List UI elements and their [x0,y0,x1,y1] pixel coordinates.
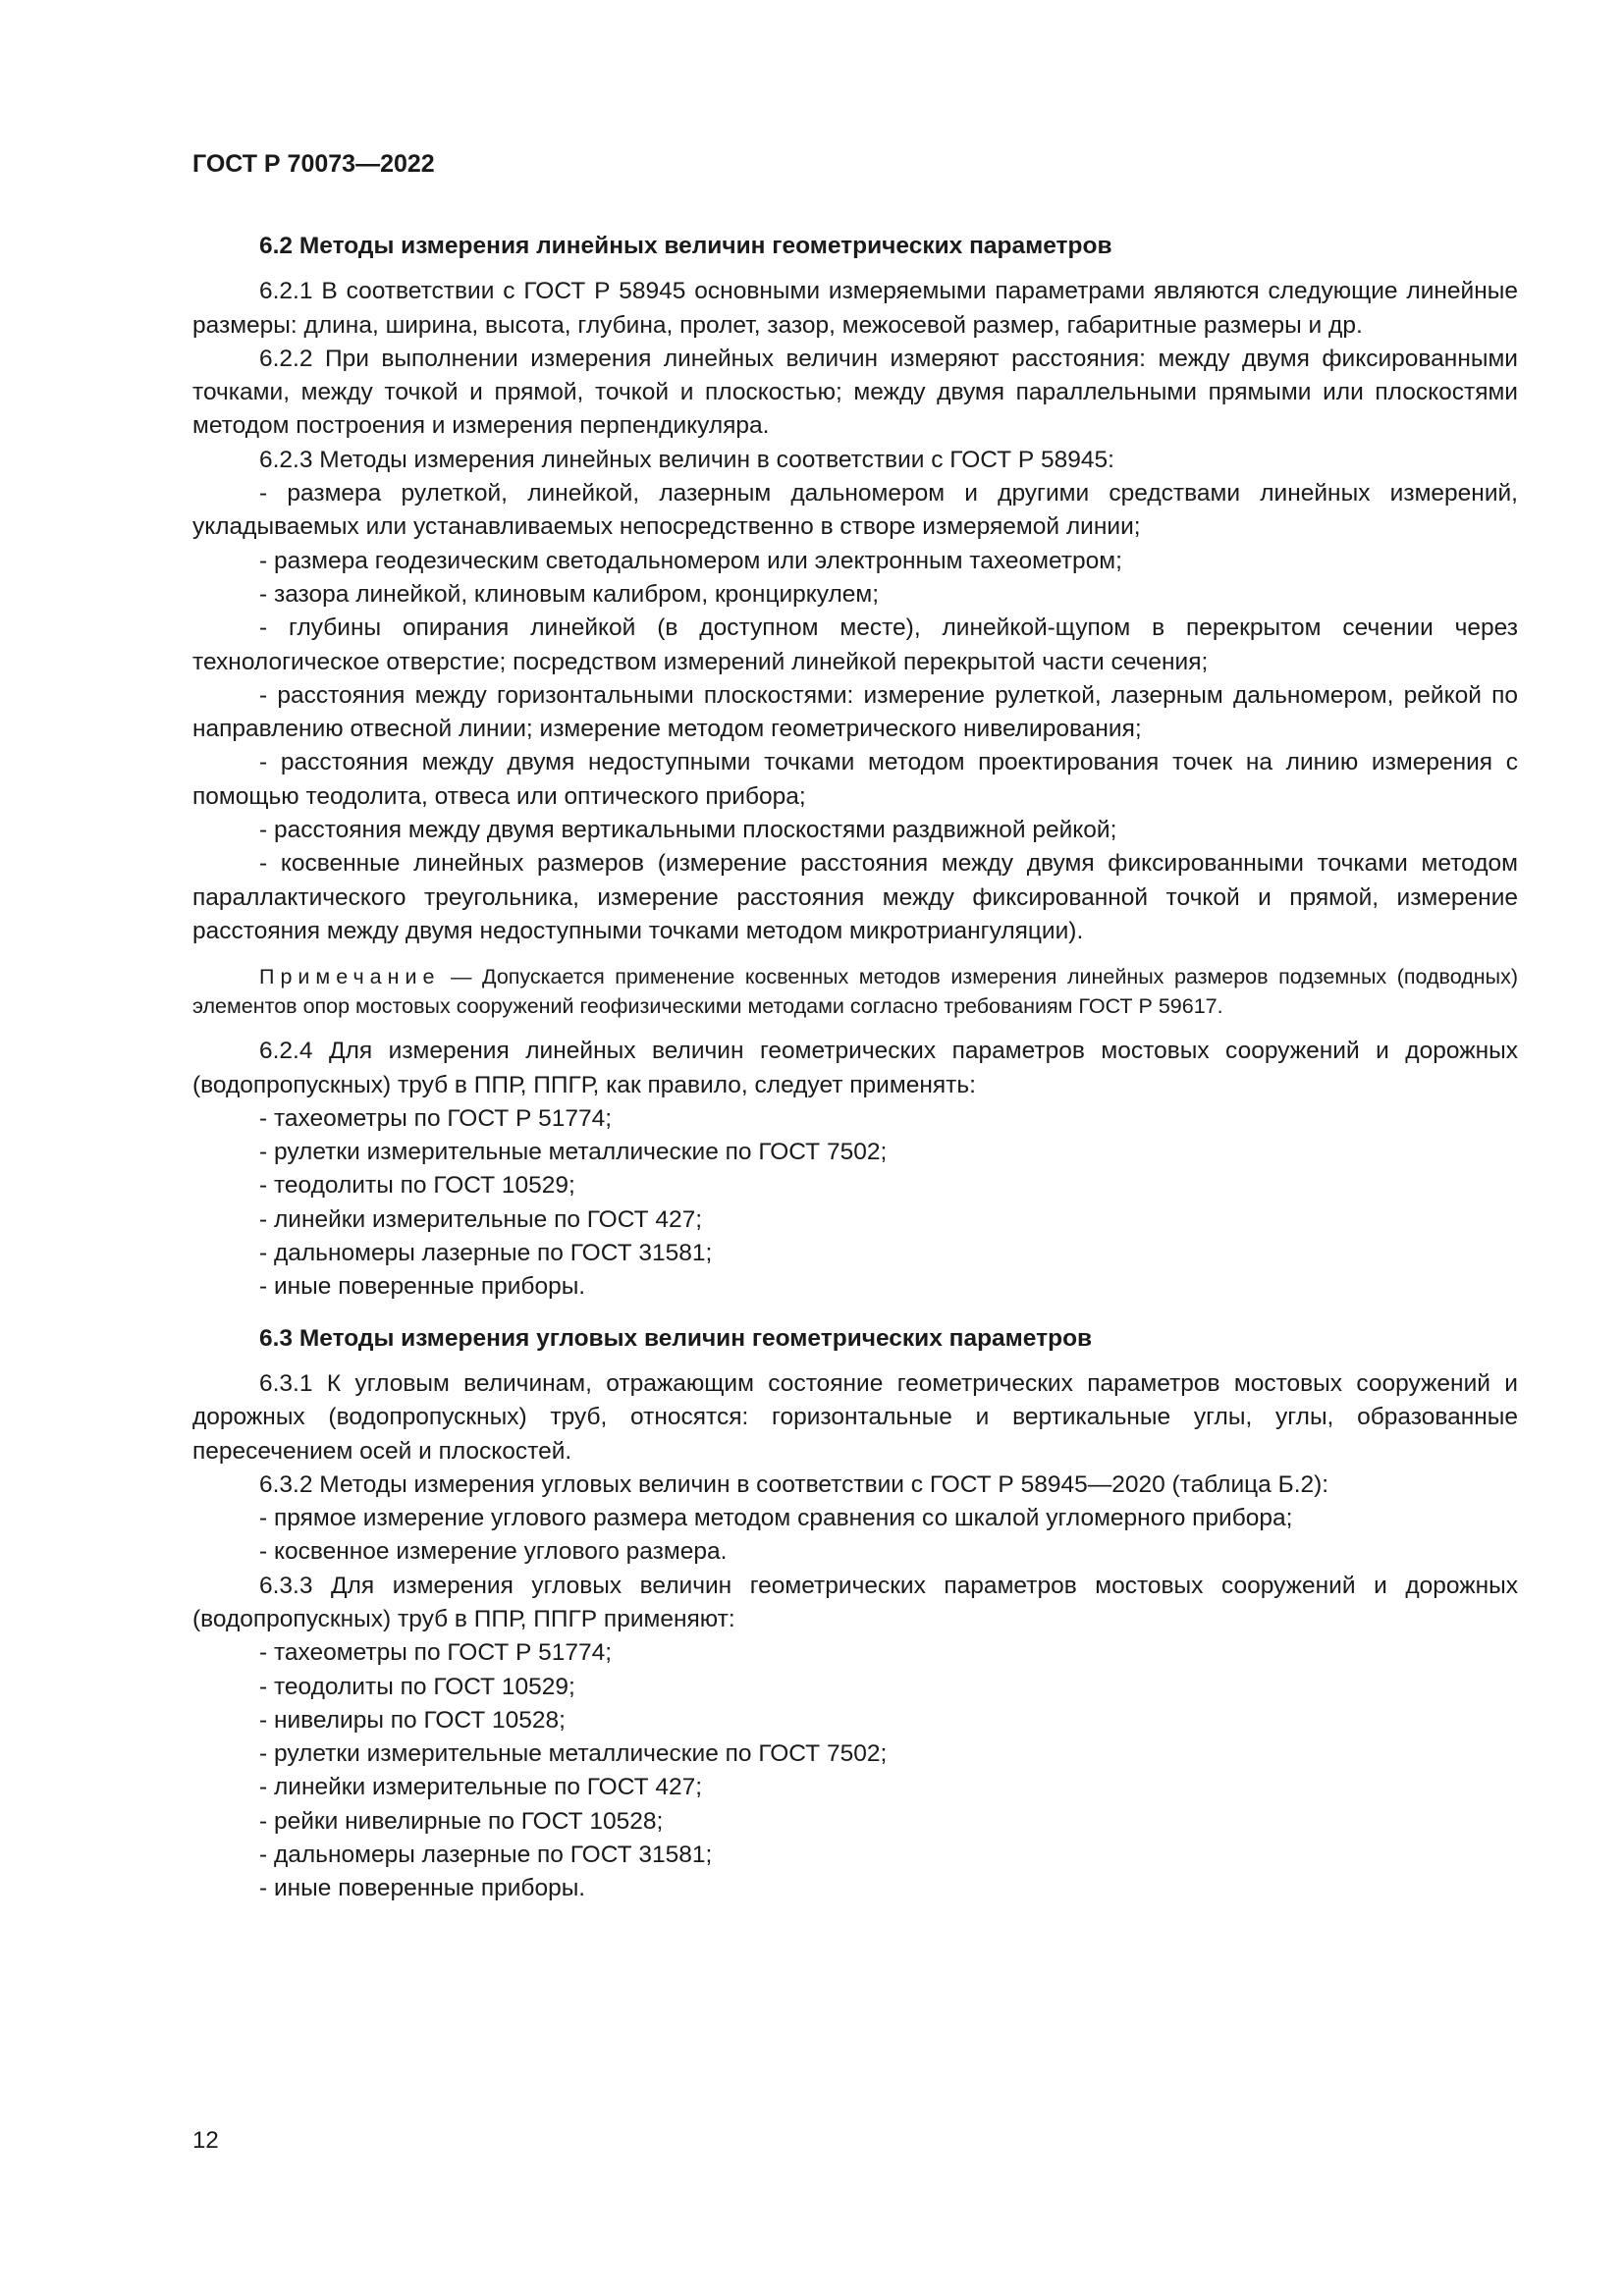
note-text: — Допускается применение косвенных методов измерения линейных размеров подземных (подводных) элементов опор мостовых сооружений геофизическими методами согласно требованиям ГОСТ Р 59617. [192,965,1518,1019]
paragraph-6-3-2: 6.3.2 Методы измерения угловых величин в соответствии с ГОСТ Р 58945—2020 (таблица Б.2): [259,1470,1329,1498]
list-item-angular-instrument: - рулетки измерительные металлические по ГОСТ 7502; [259,1740,888,1768]
list-item-linear-method: - размера рулеткой, линейкой, лазерным дальномером и другими средствами линейных измерений, укладываемых или устанавливаемых непосредственно в створе измеряемой линии; [192,480,1518,541]
list-item-linear-method: - расстояния между горизонтальными плоскостями: измерение рулеткой, лазерным дальномером, рейкой по направлению отвесной линии; измерение методом геометрического нивелирования; [192,681,1518,743]
section-heading-6-3: 6.3 Методы измерения угловых величин геометрических параметров [259,1324,1093,1352]
list-item-angular-instrument: - иные поверенные приборы. [259,1875,586,1902]
list-item-linear-method: - расстояния между двумя вертикальными плоскостями раздвижной рейкой; [259,817,1117,844]
list-item-angular-instrument: - линейки измерительные по ГОСТ 427; [259,1774,703,1801]
section-heading-6-2: 6.2 Методы измерения линейных величин геометрических параметров [259,233,1112,259]
list-item-angular-method: - косвенное измерение углового размера. [259,1538,728,1566]
list-item-linear-instrument: - тахеометры по ГОСТ Р 51774; [259,1104,613,1132]
list-item-angular-instrument: - рейки нивелирные по ГОСТ 10528; [259,1807,664,1835]
list-item-linear-method: - зазора линейкой, клиновым калибром, кронциркулем; [259,580,880,608]
list-item-linear-method: - расстояния между двумя недоступными точками методом проектирования точек на линию измерения с помощью теодолита, отвеса или оптического прибора; [192,749,1518,810]
list-item-angular-method: - прямое измерение углового размера методом сравнения со шкалой угломерного прибора; [259,1505,1293,1532]
document-code: ГОСТ Р 70073—2022 [192,150,435,178]
page-body [192,230,1518,1906]
list-item-linear-instrument: - рулетки измерительные металлические по ГОСТ 7502; [259,1139,888,1166]
paragraph-6-2-3: 6.2.3 Методы измерения линейных величин в соответствии с ГОСТ Р 58945: [259,446,1114,473]
list-item-angular-instrument: - тахеометры по ГОСТ Р 51774; [259,1639,613,1667]
list-item-linear-instrument: - иные поверенные приборы. [259,1273,586,1301]
paragraph-6-3-3: 6.3.3 Для измерения угловых величин геометрических параметров мостовых сооружений и дорожных (водопропускных) труб в ППР, ППГР применяют: [192,1572,1518,1632]
paragraph-6-2-2: 6.2.2 При выполнении измерения линейных величин измеряют расстояния: между двумя фиксированными точками, между точкой и прямой, точкой и плоскостью; между двумя параллельными прямыми или плоскостями методом построения и измерения перпендикуляра. [192,345,1518,440]
paragraph-6-2-4: 6.2.4 Для измерения линейных величин геометрических параметров мостовых сооружений и дорожных (водопропускных) труб в ППР, ППГР, как правило, следует применять: [192,1038,1518,1098]
note [192,962,1518,1021]
list-item-angular-instrument: - теодолиты по ГОСТ 10529; [259,1673,575,1700]
list-item-linear-method: - косвенные линейных размеров (измерение расстояния между двумя фиксированными точками методом параллактического треугольника, измерение расстояния между фиксированной точкой и прямой, измерение расстояния между двумя недоступными точками методом микротриангуляции). [192,850,1518,944]
paragraph-6-3-1: 6.3.1 К угловым величинам, отражающим состояние геометрических параметров мостовых сооружений и дорожных (водопропускных) труб, относятся: горизонтальные и вертикальные углы, углы, образованные пересечением осей и плоскостей. [192,1369,1518,1465]
note-label: Примечание [259,965,441,989]
list-item-angular-instrument: - нивелиры по ГОСТ 10528; [259,1706,566,1734]
page-number: 12 [192,2127,219,2154]
list-item-linear-instrument: - теодолиты по ГОСТ 10529; [259,1172,575,1200]
list-item-linear-method: - размера геодезическим светодальномером или электронным тахеометром; [259,547,1122,574]
list-item-linear-instrument: - линейки измерительные по ГОСТ 427; [259,1205,703,1233]
list-item-angular-instrument: - дальномеры лазерные по ГОСТ 31581; [259,1842,713,1869]
list-item-linear-method: - глубины опирания линейкой (в доступном месте), линейкой-щупом в перекрытом сечении через технологическое отверстие; посредством измерений линейкой перекрытой части сечения; [192,614,1518,675]
paragraph-6-2-1: 6.2.1 В соответствии с ГОСТ Р 58945 основными измеряемыми параметрами являются следующие линейные размеры: длина, ширина, высота, глубина, пролет, зазор, межосевой размер, габаритные размеры и др. [192,278,1518,339]
list-item-linear-instrument: - дальномеры лазерные по ГОСТ 31581; [259,1240,713,1267]
